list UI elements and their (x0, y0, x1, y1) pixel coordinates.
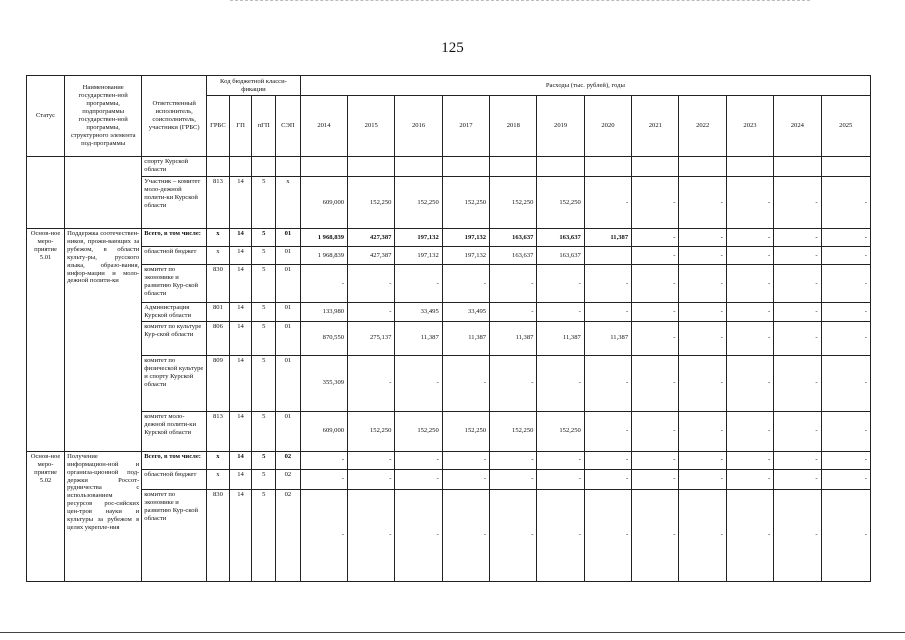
value-cell: 355,309 (300, 355, 347, 411)
value-cell: - (584, 303, 631, 322)
value-cell: - (774, 489, 821, 581)
value-cell: - (821, 355, 870, 411)
value-cell: 152,250 (442, 411, 489, 451)
code-pgp-cell: 5 (252, 355, 276, 411)
value-cell: 33,495 (395, 303, 442, 322)
value-cell: 152,250 (395, 177, 442, 229)
value-cell: - (537, 451, 584, 469)
table-row (27, 469, 871, 489)
value-cell: - (537, 469, 584, 489)
value-cell: 609,000 (300, 411, 347, 451)
value-cell: - (348, 355, 395, 411)
value-cell: - (300, 451, 347, 469)
value-cell: 152,250 (442, 177, 489, 229)
code-gp-cell: 14 (229, 411, 252, 451)
table-row (27, 451, 871, 469)
value-cell: 609,000 (300, 177, 347, 229)
value-cell: - (348, 469, 395, 489)
code-gp-cell: 14 (229, 489, 252, 581)
value-cell: - (395, 489, 442, 581)
value-cell: - (821, 469, 870, 489)
header-year: 2017 (442, 96, 489, 157)
code-gp-cell: 14 (229, 451, 252, 469)
code-sep-cell: 01 (276, 411, 301, 451)
header-grbs: ГРБС (207, 96, 230, 157)
table-row (27, 265, 871, 303)
code-pgp-cell: 5 (252, 265, 276, 303)
value-cell: 870,550 (300, 321, 347, 355)
value-cell: 163,637 (537, 229, 584, 247)
value-cell: 152,250 (348, 177, 395, 229)
value-cell: 11,387 (442, 321, 489, 355)
value-cell: - (821, 303, 870, 322)
table-header (27, 76, 871, 157)
table-row (27, 303, 871, 322)
value-cell: - (821, 265, 870, 303)
participant-cell: Администрация Курской области (142, 303, 207, 322)
value-cell: 152,250 (537, 411, 584, 451)
value-cell: - (584, 489, 631, 581)
table-row (27, 177, 871, 229)
value-cell: - (632, 489, 679, 581)
value-cell: - (348, 265, 395, 303)
value-cell: - (821, 489, 870, 581)
code-grbs-cell: х (207, 247, 230, 265)
table-row (27, 321, 871, 355)
value-cell: - (395, 355, 442, 411)
value-cell: - (774, 229, 821, 247)
status-cell-empty (27, 157, 65, 229)
code-sep-cell: 01 (276, 355, 301, 411)
code-sep-cell: 01 (276, 247, 301, 265)
value-cell: - (584, 469, 631, 489)
value-cell: - (442, 265, 489, 303)
value-cell (726, 157, 773, 177)
value-cell: 163,637 (537, 247, 584, 265)
value-cell: - (632, 451, 679, 469)
value-cell: - (679, 411, 726, 451)
code-pgp-cell: 5 (252, 469, 276, 489)
header-pgp: пГП (252, 96, 276, 157)
code-gp-cell: 14 (229, 321, 252, 355)
value-cell: - (584, 265, 631, 303)
header-year: 2024 (774, 96, 821, 157)
value-cell (584, 157, 631, 177)
value-cell: - (537, 355, 584, 411)
value-cell: - (348, 489, 395, 581)
value-cell: - (679, 469, 726, 489)
code-grbs-cell: 813 (207, 411, 230, 451)
program-name-cell: Получение информацион-ной и организа-ционной под-держки Россот-рудничества с использованием ресурсов рос-сийских цен-тров науки и культуры за рубежом в целях укрепле-ния (65, 451, 142, 581)
value-cell: - (774, 303, 821, 322)
value-cell: 427,387 (348, 229, 395, 247)
code-sep-cell: 01 (276, 321, 301, 355)
header-budget-code: Код бюджетной класси-фикации (207, 76, 301, 96)
value-cell: 1 968,839 (300, 247, 347, 265)
participant-cell: комитет по экономике и развитию Кур-ской области (142, 489, 207, 581)
value-cell: - (821, 321, 870, 355)
code-pgp-cell: 5 (252, 451, 276, 469)
value-cell: 197,132 (442, 247, 489, 265)
participant-cell: Участник – комитет моло-дежной полити-ки Курской области (142, 177, 207, 229)
page-number: 125 (441, 40, 464, 56)
value-cell: - (537, 489, 584, 581)
table-row (27, 489, 871, 581)
code-sep-cell: х (276, 177, 301, 229)
value-cell: - (395, 265, 442, 303)
code-grbs-cell: х (207, 469, 230, 489)
value-cell: - (632, 247, 679, 265)
code-sep-cell: 01 (276, 265, 301, 303)
value-cell: - (442, 355, 489, 411)
scan-bottom-edge (0, 632, 905, 633)
participant-cell: областной бюджет (142, 247, 207, 265)
value-cell: 11,387 (395, 321, 442, 355)
value-cell: - (774, 469, 821, 489)
value-cell: 133,980 (300, 303, 347, 322)
code-pgp-cell: 5 (252, 177, 276, 229)
value-cell: - (774, 355, 821, 411)
code-sep-cell: 02 (276, 451, 301, 469)
value-cell: - (537, 265, 584, 303)
value-cell: - (442, 489, 489, 581)
header-year: 2018 (490, 96, 537, 157)
header-responsible: Ответственный исполнитель, соисполнитель, участники (ГРБС) (142, 76, 207, 157)
value-cell: - (300, 489, 347, 581)
value-cell: 197,132 (395, 229, 442, 247)
value-cell: - (395, 469, 442, 489)
value-cell: - (442, 451, 489, 469)
value-cell: 152,250 (490, 177, 537, 229)
code-sep-cell (276, 157, 301, 177)
header-sep: СЭП (276, 96, 301, 157)
value-cell: - (726, 355, 773, 411)
value-cell: 163,637 (490, 247, 537, 265)
value-cell: - (632, 265, 679, 303)
value-cell: - (726, 411, 773, 451)
value-cell: - (490, 489, 537, 581)
code-pgp-cell: 5 (252, 229, 276, 247)
value-cell (774, 157, 821, 177)
value-cell: - (632, 229, 679, 247)
value-cell: - (774, 411, 821, 451)
value-cell: - (442, 469, 489, 489)
code-gp-cell: 14 (229, 247, 252, 265)
value-cell: - (490, 469, 537, 489)
code-grbs-cell: 801 (207, 303, 230, 322)
table-row (27, 229, 871, 247)
value-cell: 33,495 (442, 303, 489, 322)
code-pgp-cell: 5 (252, 247, 276, 265)
header-gp: ГП (229, 96, 252, 157)
code-grbs-cell: 809 (207, 355, 230, 411)
value-cell: - (584, 355, 631, 411)
header-year: 2014 (300, 96, 347, 157)
name-cell-empty (65, 157, 142, 229)
table-row (27, 247, 871, 265)
value-cell: - (726, 469, 773, 489)
value-cell: - (679, 247, 726, 265)
value-cell: - (632, 469, 679, 489)
code-grbs-cell: 830 (207, 265, 230, 303)
code-grbs-cell: 813 (207, 177, 230, 229)
participant-cell: комитет по культуре Кур-ской области (142, 321, 207, 355)
code-pgp-cell: 5 (252, 321, 276, 355)
value-cell (395, 157, 442, 177)
table-row (27, 355, 871, 411)
header-expenses: Расходы (тыс. рублей), годы (300, 76, 870, 96)
value-cell: 163,637 (490, 229, 537, 247)
value-cell (679, 157, 726, 177)
value-cell: - (726, 265, 773, 303)
code-pgp-cell: 5 (252, 303, 276, 322)
value-cell: - (726, 177, 773, 229)
value-cell: - (632, 177, 679, 229)
header-year: 2023 (726, 96, 773, 157)
code-gp-cell: 14 (229, 265, 252, 303)
value-cell (537, 157, 584, 177)
value-cell: - (584, 411, 631, 451)
value-cell: - (821, 451, 870, 469)
value-cell: 152,250 (490, 411, 537, 451)
value-cell: 1 968,839 (300, 229, 347, 247)
value-cell: 197,132 (442, 229, 489, 247)
value-cell: 11,387 (490, 321, 537, 355)
status-cell: Основ-ное меро-приятие 5.02 (27, 451, 65, 581)
participant-cell: комитет по физической культуре и спорту Курской области (142, 355, 207, 411)
code-grbs-cell (207, 157, 230, 177)
value-cell: - (679, 303, 726, 322)
code-sep-cell: 02 (276, 469, 301, 489)
code-pgp-cell (252, 157, 276, 177)
participant-cell: Всего, в том числе: (142, 229, 207, 247)
value-cell: - (821, 229, 870, 247)
value-cell: 197,132 (395, 247, 442, 265)
header-year: 2022 (679, 96, 726, 157)
value-cell: - (821, 411, 870, 451)
header-name: Наименование государствен-ной программы, подпрограммы государствен-ной программы, структурного элемента под-программы (65, 76, 142, 157)
header-year: 2021 (632, 96, 679, 157)
code-sep-cell: 01 (276, 229, 301, 247)
value-cell: - (679, 321, 726, 355)
value-cell: - (300, 469, 347, 489)
code-grbs-cell: х (207, 229, 230, 247)
value-cell: 152,250 (348, 411, 395, 451)
value-cell: - (679, 355, 726, 411)
value-cell: 11,387 (584, 229, 631, 247)
header-status: Статус (27, 76, 65, 157)
table-row (27, 157, 871, 177)
code-gp-cell: 14 (229, 355, 252, 411)
header-year: 2016 (395, 96, 442, 157)
code-gp-cell: 14 (229, 229, 252, 247)
code-grbs-cell: 806 (207, 321, 230, 355)
participant-cell: комитет по экономике и развитию Кур-ской области (142, 265, 207, 303)
value-cell: 152,250 (395, 411, 442, 451)
value-cell: - (584, 451, 631, 469)
participant-cell: Всего, в том числе: (142, 451, 207, 469)
code-grbs-cell: х (207, 451, 230, 469)
value-cell: - (300, 265, 347, 303)
value-cell (300, 157, 347, 177)
value-cell (442, 157, 489, 177)
value-cell: - (348, 303, 395, 322)
program-name-cell: Поддержка соотечествен-ников, прожи-вающих за рубежом, в области культу-ры, русского языка, образо-вания, инфор-мации и моло-дежной полити-ки (65, 229, 142, 452)
participant-cell: спорту Курской области (142, 157, 207, 177)
value-cell: - (584, 177, 631, 229)
value-cell (632, 157, 679, 177)
value-cell: - (490, 303, 537, 322)
value-cell: - (490, 451, 537, 469)
value-cell (584, 247, 631, 265)
value-cell: - (632, 321, 679, 355)
value-cell (821, 157, 870, 177)
value-cell: - (726, 247, 773, 265)
table-body (27, 157, 871, 582)
value-cell: - (726, 451, 773, 469)
value-cell: 11,387 (584, 321, 631, 355)
code-pgp-cell: 5 (252, 489, 276, 581)
value-cell: - (774, 247, 821, 265)
value-cell: 152,250 (537, 177, 584, 229)
value-cell: 427,387 (348, 247, 395, 265)
budget-table (26, 75, 871, 582)
value-cell: - (821, 177, 870, 229)
value-cell: - (348, 451, 395, 469)
value-cell: - (679, 177, 726, 229)
value-cell: - (679, 489, 726, 581)
value-cell: - (632, 355, 679, 411)
status-cell: Основ-ное меро-приятие 5.01 (27, 229, 65, 452)
value-cell: - (774, 177, 821, 229)
value-cell: - (726, 321, 773, 355)
value-cell: - (726, 303, 773, 322)
code-pgp-cell: 5 (252, 411, 276, 451)
code-gp-cell: 14 (229, 469, 252, 489)
value-cell: - (679, 451, 726, 469)
participant-cell: областной бюджет (142, 469, 207, 489)
participant-cell: комитет моло-дежной полити-ки Курской области (142, 411, 207, 451)
scan-edge (230, 0, 810, 1)
value-cell: - (632, 411, 679, 451)
value-cell (490, 157, 537, 177)
value-cell: - (726, 229, 773, 247)
value-cell: - (395, 451, 442, 469)
header-year: 2019 (537, 96, 584, 157)
code-sep-cell: 01 (276, 303, 301, 322)
value-cell (348, 157, 395, 177)
value-cell: - (774, 451, 821, 469)
header-year: 2025 (821, 96, 870, 157)
value-cell: - (726, 489, 773, 581)
value-cell: - (632, 303, 679, 322)
value-cell: - (490, 355, 537, 411)
value-cell: 11,387 (537, 321, 584, 355)
code-gp-cell (229, 157, 252, 177)
table-row (27, 411, 871, 451)
code-grbs-cell: 830 (207, 489, 230, 581)
value-cell: 275,137 (348, 321, 395, 355)
value-cell: - (679, 265, 726, 303)
header-year: 2020 (584, 96, 631, 157)
code-gp-cell: 14 (229, 303, 252, 322)
code-sep-cell: 02 (276, 489, 301, 581)
value-cell: - (537, 303, 584, 322)
code-gp-cell: 14 (229, 177, 252, 229)
value-cell: - (679, 229, 726, 247)
value-cell: - (490, 265, 537, 303)
header-year: 2015 (348, 96, 395, 157)
value-cell: - (821, 247, 870, 265)
value-cell: - (774, 265, 821, 303)
value-cell: - (774, 321, 821, 355)
